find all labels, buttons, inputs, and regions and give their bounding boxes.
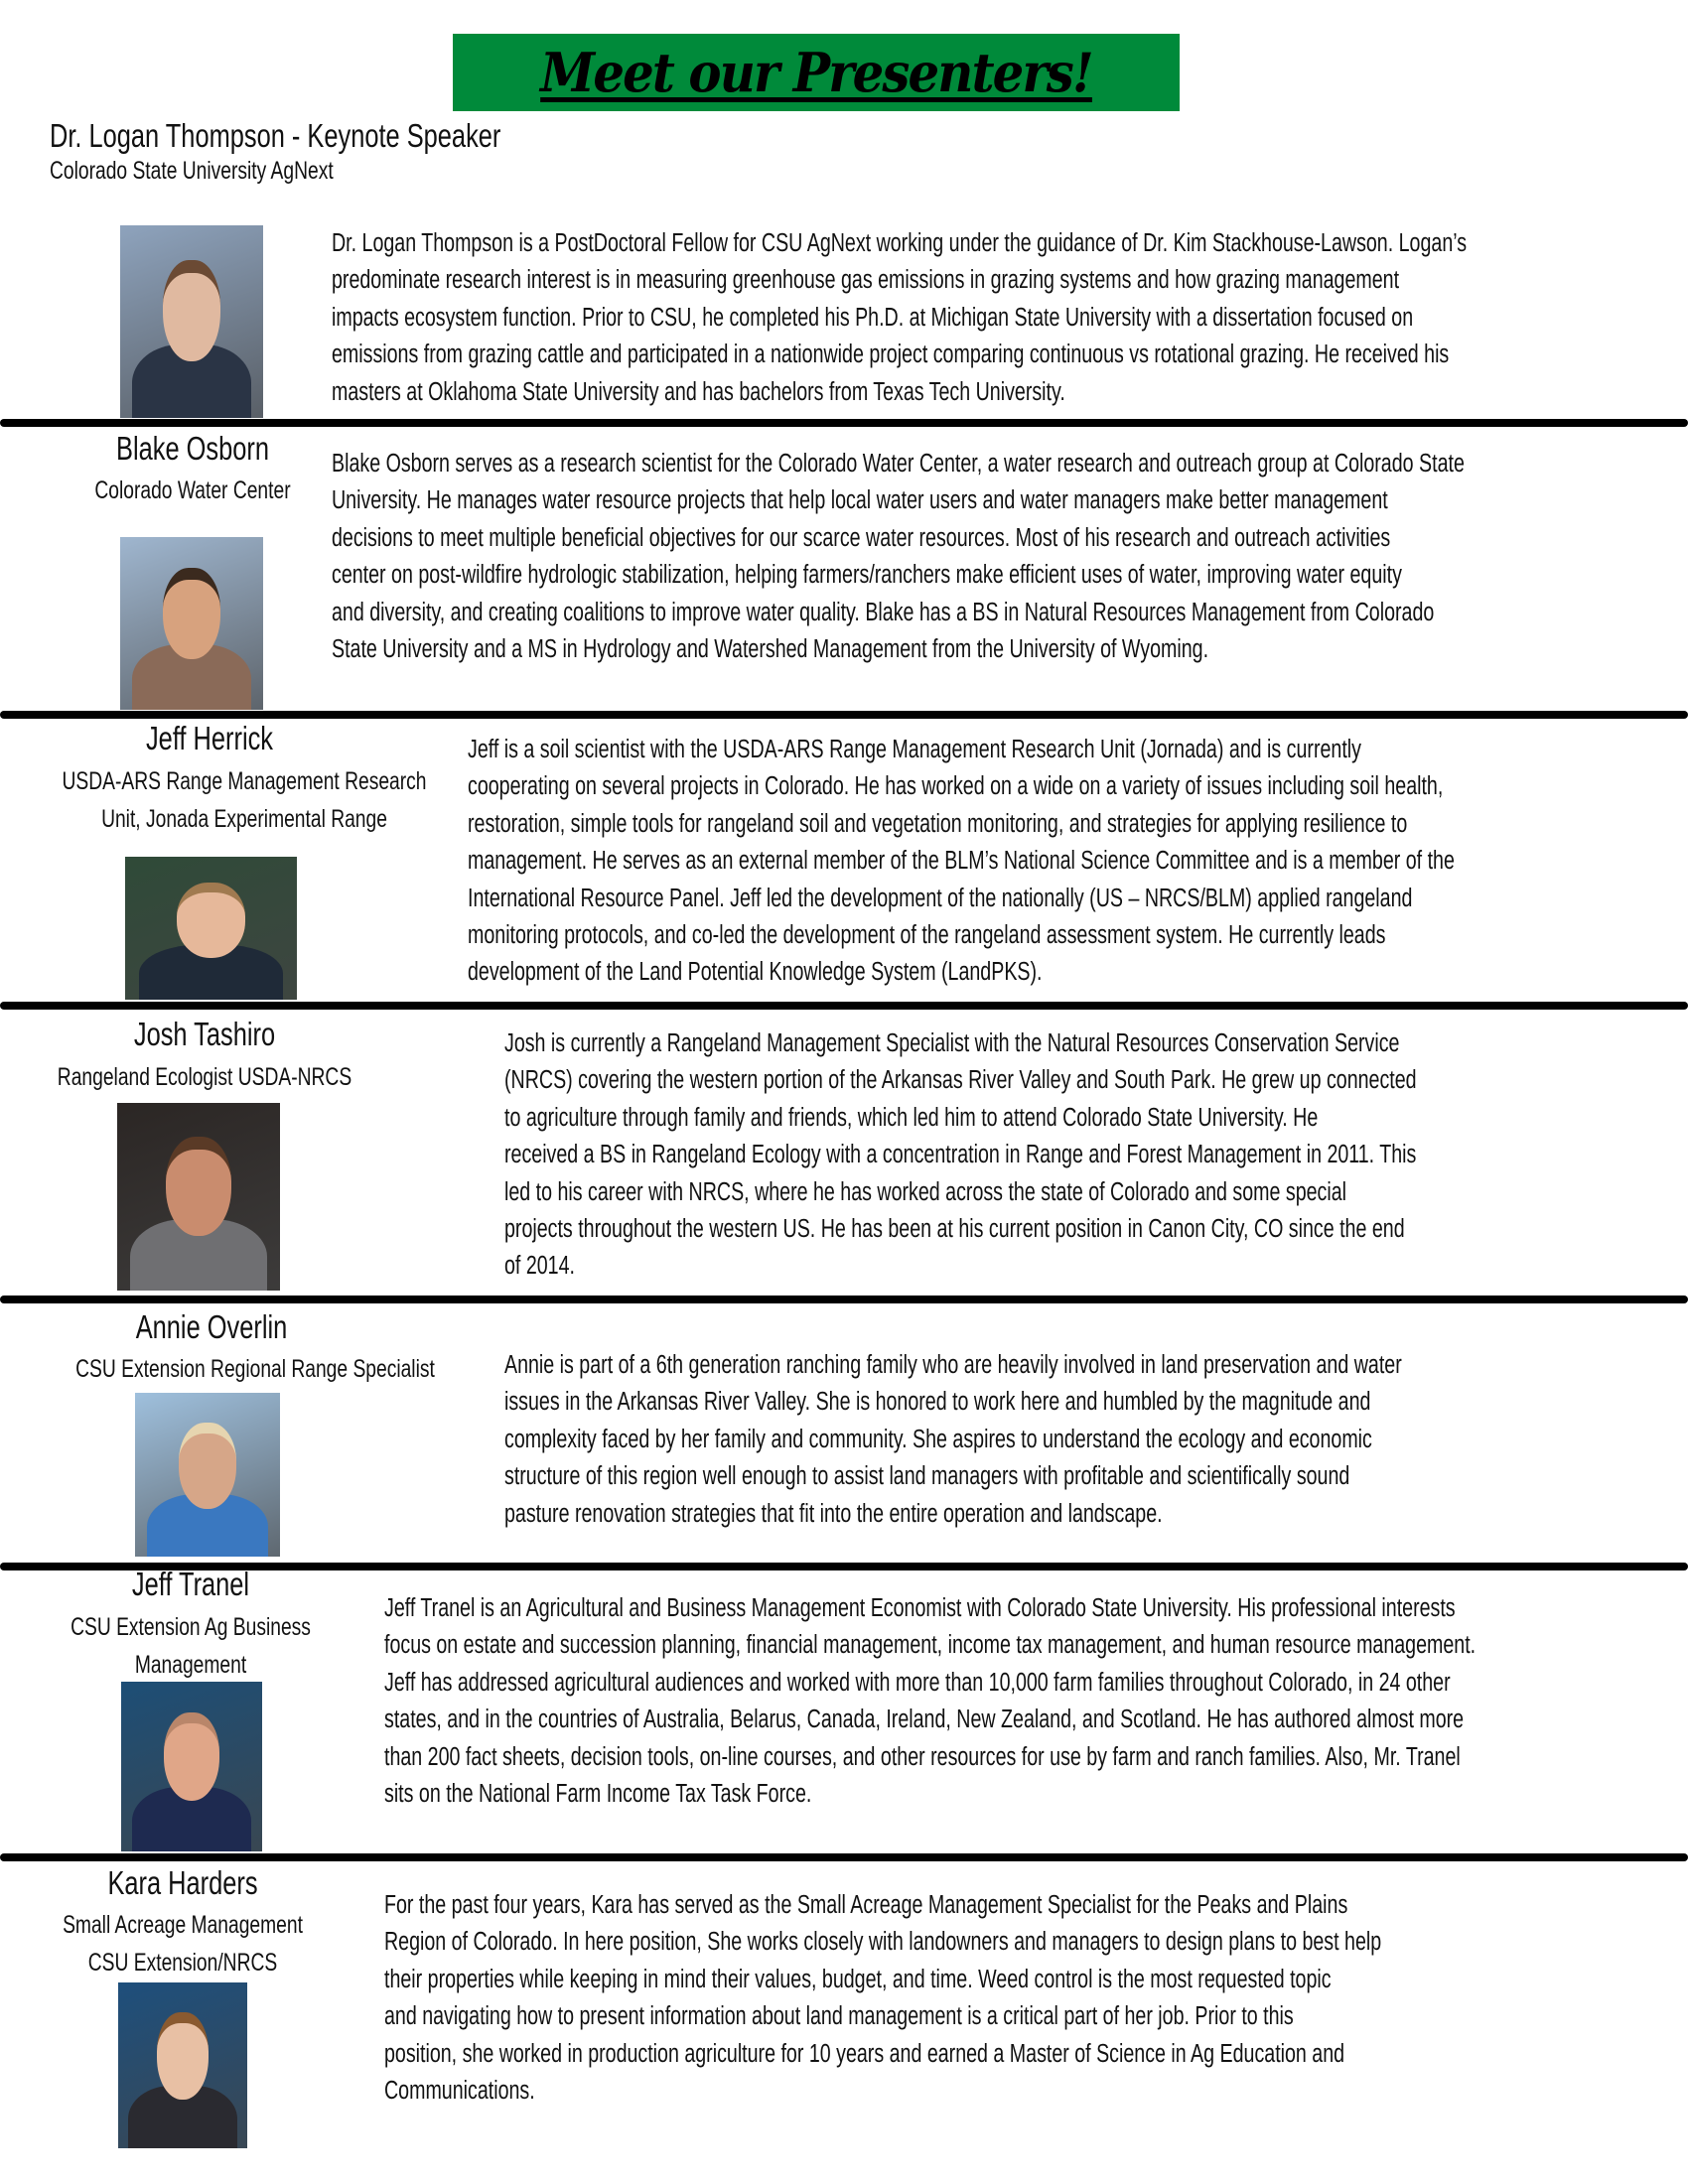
presenter-name: Kara Harders [107,1864,258,1901]
photo-head-shape [177,883,245,958]
bio-line: complexity faced by her family and community. She aspires to understand the ecology and economic [504,1425,1372,1453]
bio-line: sits on the National Farm Income Tax Task Force. [384,1780,812,1808]
bio-line: Communications. [384,2077,535,2105]
presenter-name: Jeff Tranel [131,1566,250,1602]
section-divider [0,419,1688,427]
presenter-affiliation: CSU Extension/NRCS [87,1949,278,1977]
presenter-affiliation-block [0,1355,553,1384]
bio-line: their properties while keeping in mind their values, budget, and time. Weed control is the most requested topic [384,1965,1332,1993]
title-banner [453,34,1180,111]
bio-line: Jeff Tranel is an Agricultural and Business Management Economist with Colorado State University. His professional interests [384,1594,1456,1622]
bio-line: Region of Colorado. In here position, She works closely with landowners and managers to design plans to best help [384,1928,1382,1957]
bio-line: pasture renovation strategies that fit into the entire operation and landscape. [504,1499,1163,1528]
bio-line: International Resource Panel. Jeff led the development of the nationally (US – NRCS/BLM) applied rangeland [468,884,1413,912]
bio-line: to agriculture through family and friends, which led him to attend Colorado State University. He [504,1103,1319,1132]
bio-line: Josh is currently a Rangeland Management Specialist with the Natural Resources Conservation Service [504,1029,1400,1057]
bio-line: predominate research interest is in measuring greenhouse gas emissions in grazing systems and how grazing management [332,266,1400,295]
presenter-name-block [0,1308,509,1346]
presenter-affiliation: Colorado State University AgNext [50,157,334,185]
presenter-name-block [0,1016,502,1053]
bio-line: masters at Oklahoma State University and has bachelors from Texas Tech University. [332,377,1065,406]
bio-line: impacts ecosystem function. Prior to CSU, he completed his Ph.D. at Michigan State University with a dissertation focused on [332,303,1414,332]
presenter-photo [120,225,263,418]
presenter-name-block [0,720,507,757]
bio-line: Jeff has addressed agricultural audiences and worked with more than 10,000 farm families throughout Colorado, in 24 other [384,1668,1451,1697]
bio-line: states, and in the countries of Australia, Belarus, Canada, Ireland, New Zealand, and Scotland. He has authored almost more [384,1706,1465,1734]
bio-line: Annie is part of a 6th generation ranching family who are heavily involved in land preservation and water [504,1351,1402,1379]
photo-head-shape [164,1712,220,1802]
section-divider [0,1002,1688,1010]
presenter-photo [125,857,297,1000]
bio-line: and diversity, and creating coalitions to improve water quality. Blake has a BS in Natural Resources Management from Colorado [332,598,1435,626]
bio-line: than 200 fact sheets, decision tools, on-line courses, and other resources for use by farm and ranch families. Also, Mr. Tranel [384,1742,1461,1771]
bio-line: State University and a MS in Hydrology and Watershed Management from the University of Wyoming. [332,635,1209,663]
bio-line: management. He serves as an external member of the BLM’s National Science Committee and is a member of the [468,847,1455,876]
photo-head-shape [179,1423,236,1509]
bio-line: emissions from grazing cattle and participated in a nationwide project comparing continuous vs rotational grazing. He received his [332,341,1450,369]
presenter-affiliation-block [0,805,542,834]
bio-line: monitoring protocols, and co-led the development of the rangeland assessment system. He currently leads [468,921,1386,949]
presenter-affiliation-block [0,767,542,796]
bio-line: focus on estate and succession planning, financial management, income tax management, and human resource management. [384,1631,1477,1660]
bio-line: and navigating how to present information about land management is a critical part of her job. Prior to this [384,2002,1294,2031]
presenter-affiliation: CSU Extension Ag Business [70,1613,311,1641]
presenter-affiliation-block [0,1063,502,1092]
presenter-photo [118,1982,247,2148]
bio-line: restoration, simple tools for rangeland soil and vegetation monitoring, and strategies for applying resilience to [468,809,1408,838]
bio-line: led to his career with NRCS, where he has worked across the state of Colorado and some special [504,1177,1346,1206]
presenter-affiliation: Unit, Jonada Experimental Range [101,805,387,833]
presenter-name: Blake Osborn [116,430,269,467]
bio-line: issues in the Arkansas River Valley. She is honored to work here and humbled by the magnitude and [504,1388,1371,1417]
presenter-affiliation: Small Acreage Management [63,1911,303,1939]
photo-head-shape [157,2012,209,2100]
presenter-affiliation: USDA-ARS Range Management Research [62,767,427,795]
presenter-affiliation: Colorado Water Center [94,477,291,504]
bio-line: Blake Osborn serves as a research scientist for the Colorado Water Center, a water research and outreach group at Colorado State [332,450,1465,478]
presenter-photo [135,1393,280,1557]
bio-line: decisions to meet multiple beneficial objectives for our scarce water resources. Most of his research and outreach activities [332,523,1391,552]
bio-line: Dr. Logan Thompson is a PostDoctoral Fellow for CSU AgNext working under the guidance of Dr. Kim Stackhouse-Lawson. Logan’s [332,229,1468,257]
bio-line: center on post-wildfire hydrologic stabilization, helping farmers/ranchers make efficient uses of water, improving water equity [332,561,1402,590]
photo-head-shape [166,1137,231,1236]
presenter-affiliation: Management [134,1651,247,1679]
bio-line: University. He manages water resource projects that help local water users and water managers make better management [332,486,1388,515]
bio-line: For the past four years, Kara has served as the Small Acreage Management Specialist for the Peaks and Plains [384,1891,1348,1919]
presenter-name: Josh Tashiro [133,1016,276,1052]
bio-line: of 2014. [504,1252,575,1281]
bio-line: cooperating on several projects in Colorado. He has worked on a wide on a variety of issues including soil health, [468,772,1444,801]
section-divider [0,711,1688,719]
bio-line: (NRCS) covering the western portion of the Arkansas River Valley and South Park. He grew up connected [504,1066,1417,1095]
presenter-photo [121,1682,262,1851]
photo-head-shape [163,260,220,361]
bio-line: development of the Land Potential Knowledge System (LandPKS). [468,958,1043,987]
section-divider [0,1296,1688,1303]
presenter-name: Annie Overlin [135,1308,288,1345]
presenter-name: Jeff Herrick [145,720,274,756]
presenter-name: Dr. Logan Thompson - Keynote Speaker [50,117,501,154]
presenter-photo [120,537,263,710]
bio-line: projects throughout the western US. He has been at his current position in Canon City, CO since the end [504,1215,1405,1243]
bio-line: structure of this region well enough to assist land managers with profitable and scientifically sound [504,1462,1350,1491]
photo-head-shape [163,568,220,659]
presenter-photo [117,1103,280,1291]
presenter-affiliation: Rangeland Ecologist USDA-NRCS [57,1063,352,1091]
page-title: Meet our Presenters! [540,41,1092,104]
bio-line: Jeff is a soil scientist with the USDA-ARS Range Management Research Unit (Jornada) and is currently [468,736,1361,763]
bio-line: position, she worked in production agriculture for 10 years and earned a Master of Science in Ag Education and [384,2039,1345,2068]
presenter-affiliation: CSU Extension Regional Range Specialist [75,1355,435,1383]
bio-line: received a BS in Rangeland Ecology with a concentration in Range and Forest Management in 2011. This [504,1141,1417,1169]
section-divider [0,1853,1688,1861]
